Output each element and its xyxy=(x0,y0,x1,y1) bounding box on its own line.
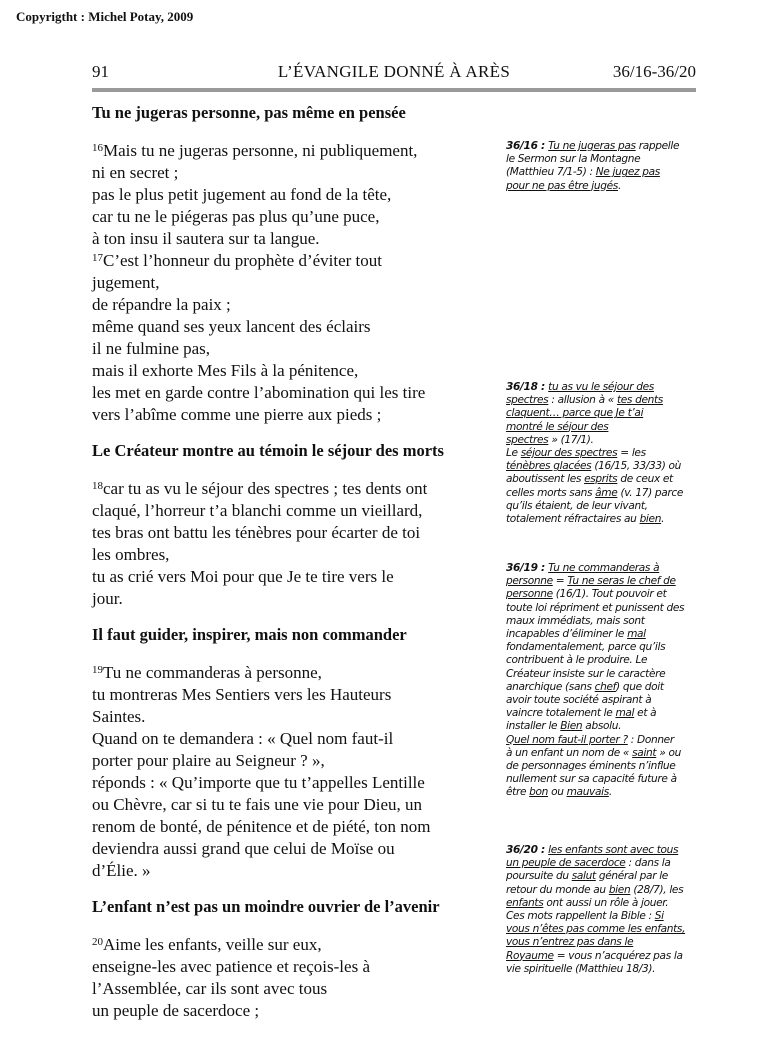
verse-line: Saintes. xyxy=(92,707,146,726)
note-line xyxy=(506,884,704,897)
verse-line: l’Assemblée, car ils sont avec tous xyxy=(92,979,328,998)
verse-line: deviendra aussi grand que celui de Moïse ou xyxy=(92,839,395,858)
verse-line: de répandre la paix ; xyxy=(92,295,231,314)
section-2 xyxy=(92,440,496,610)
note-text: : Donner xyxy=(627,733,674,746)
note-line xyxy=(506,460,704,473)
verse-line: renom de bonté, de pénitence et de piété, ton nom xyxy=(92,817,431,836)
section-heading: Il faut guider, inspirer, mais non commander xyxy=(92,625,407,644)
note-text: et à xyxy=(634,707,657,720)
note-line xyxy=(506,870,704,883)
note-line xyxy=(506,153,704,166)
note-text: ) que doit xyxy=(616,680,664,693)
note-underlined-text: spectres xyxy=(506,433,549,446)
note-text: : dans la xyxy=(625,857,671,870)
section-1 xyxy=(92,102,496,426)
page-number: 91 xyxy=(92,62,109,81)
note-text: . xyxy=(661,513,665,526)
note-underlined-text: ténèbres glacées xyxy=(506,460,592,473)
note-text: 36/20 : xyxy=(506,844,549,856)
note-line xyxy=(506,654,704,667)
note-line xyxy=(506,936,704,949)
verse-line: il ne fulmine pas, xyxy=(92,339,211,358)
note-line xyxy=(506,513,704,526)
note-underlined-text: Quel nom faut-il porter ? xyxy=(506,733,628,746)
note-underlined-text: âme xyxy=(595,486,618,499)
note-line xyxy=(506,394,704,407)
note-text: contribuent à le produire. Le xyxy=(506,654,648,667)
note-underlined-text: mauvais xyxy=(566,786,609,799)
note-line xyxy=(506,760,704,773)
note-underlined-text: tes dents xyxy=(616,394,663,407)
note-line xyxy=(506,694,704,707)
note-text: le Sermon sur la Montagne xyxy=(506,153,641,166)
margin-note-36-19 xyxy=(506,562,704,800)
note-line xyxy=(506,857,704,870)
note-line xyxy=(506,963,704,976)
verse-line: vers l’abîme comme une pierre aux pieds ; xyxy=(92,405,382,424)
note-text: maux immédiats, mais sont xyxy=(506,614,645,627)
note-line xyxy=(506,615,704,628)
note-underlined-text: montré le séjour des xyxy=(506,420,609,433)
note-underlined-text: saint xyxy=(632,746,657,759)
note-text: incapables d’éliminer le xyxy=(506,628,628,641)
note-underlined-text: Tu ne commanderas à xyxy=(548,562,660,574)
note-line xyxy=(506,434,704,447)
note-text: (16/15, 33/33) où xyxy=(591,460,682,473)
note-underlined-text: mal xyxy=(627,628,646,641)
verse-line: réponds : « Qu’importe que tu t’appelles Lentille xyxy=(92,773,425,792)
verse-number: 20 xyxy=(92,936,103,948)
note-text: (16/1). Tout pouvoir et xyxy=(552,588,667,601)
note-line xyxy=(506,707,704,720)
verse-line: les ombres, xyxy=(92,545,170,564)
note-text: (v. 17) parce xyxy=(617,486,684,499)
note-line xyxy=(506,140,704,153)
book-title: L’ÉVANGILE DONNÉ À ARÈS xyxy=(277,62,511,81)
note-text: . xyxy=(608,786,612,799)
verse-line: $^{19}$Tu ne commanderas à personne, xyxy=(92,663,322,682)
note-underlined-text: chef xyxy=(594,680,617,693)
note-underlined-text: bien xyxy=(639,513,662,526)
note-line xyxy=(506,910,704,923)
note-text: = vous n’acquérez pas la xyxy=(553,949,683,962)
note-text: de personnages éminents n’influe xyxy=(506,760,676,773)
note-line xyxy=(506,897,704,910)
note-line xyxy=(506,473,704,486)
verse-line: mais il exhorte Mes Fils à la pénitence, xyxy=(92,361,359,380)
note-text: nullement sur sa capacité future à xyxy=(506,773,677,786)
note-underlined-text: Si xyxy=(654,910,664,923)
copyright-notice: Copyrigtht : Michel Potay, 2009 xyxy=(16,9,194,24)
note-text: : allusion à « xyxy=(548,394,617,407)
note-text: qu’ils étaient, de leur vivant, xyxy=(506,499,648,512)
note-text: . xyxy=(617,179,622,192)
note-underlined-text: spectres xyxy=(506,394,549,407)
verse-reference: 36/16-36/20 xyxy=(612,62,696,81)
note-underlined-text: un peuple de sacerdoce xyxy=(506,857,626,870)
note-text: (Matthieu 7/1-5) : xyxy=(506,166,596,179)
note-text: 36/18 : xyxy=(506,381,549,393)
note-text: ont aussi un rôle à jouer. xyxy=(543,896,669,909)
note-text: de ceux et xyxy=(617,473,673,486)
note-text: 36/19 : xyxy=(506,562,549,574)
note-underlined-text: Royaume xyxy=(506,949,554,962)
verse-line: $^{17}$C’est l’honneur du prophète d’éviter tout xyxy=(92,251,383,270)
verse-line: enseigne-les avec patience et reçois-les à xyxy=(92,957,370,976)
note-line xyxy=(506,668,704,681)
note-underlined-text: séjour des spectres xyxy=(520,447,618,460)
note-underlined-text: bon xyxy=(529,786,549,799)
section-4 xyxy=(92,896,496,1022)
section-heading: L’enfant n’est pas un moindre ouvrier de l’avenir xyxy=(92,897,440,916)
note-line xyxy=(506,734,704,747)
note-text: = les xyxy=(617,447,646,460)
note-underlined-text: mal xyxy=(615,707,635,720)
verse-line: à ton insu il sautera sur ta langue. xyxy=(92,229,320,248)
note-text: à un enfant un nom de « xyxy=(506,746,633,759)
note-text: avoir toute société aspirant à xyxy=(506,694,652,707)
note-line xyxy=(506,562,704,575)
note-line xyxy=(506,720,704,733)
note-text: 36/16 : xyxy=(506,140,549,152)
note-underlined-text: vous n’êtes pas comme les enfants, xyxy=(506,923,686,936)
verse-line: ou Chèvre, car si tu te fais une vie pour Dieu, un xyxy=(92,795,422,814)
verse-line: d’Élie. » xyxy=(92,861,151,880)
note-line xyxy=(506,950,704,963)
verse-17 xyxy=(92,250,496,426)
note-line xyxy=(506,381,704,394)
verse-line: $^{16}$Mais tu ne jugeras personne, ni publiquement, xyxy=(92,141,418,160)
verse-line: les met en garde contre l’abomination qui les tire xyxy=(92,383,426,402)
note-line xyxy=(506,575,704,588)
note-line xyxy=(506,166,704,179)
note-underlined-text: tu as vu le séjour des xyxy=(548,381,654,393)
note-text: toute loi répriment et punissent des xyxy=(506,601,685,614)
verse-number: 17 xyxy=(92,252,103,264)
verse-18 xyxy=(92,478,496,610)
page-header xyxy=(92,62,696,86)
note-underlined-text: Bien xyxy=(560,720,583,733)
margin-note-36-16 xyxy=(506,140,704,193)
note-line xyxy=(506,407,704,420)
note-text: (28/7), les xyxy=(630,883,684,896)
header-rule xyxy=(92,88,696,92)
note-underlined-text: Ne jugez pas xyxy=(595,166,660,179)
verse-line: même quand ses yeux lancent des éclairs xyxy=(92,317,371,336)
note-line xyxy=(506,681,704,694)
note-text: vaincre totalement le xyxy=(506,707,616,720)
verse-line: $^{20}$Aime les enfants, veille sur eux, xyxy=(92,935,322,954)
note-underlined-text: personne xyxy=(506,575,553,588)
verse-number: 18 xyxy=(92,480,103,492)
note-text: être xyxy=(506,786,530,799)
margin-note-36-18 xyxy=(506,381,704,526)
note-text: vie spirituelle (Matthieu 18/3). xyxy=(506,962,656,975)
note-text: Le xyxy=(506,447,521,460)
note-underlined-text: vous n’entrez pas dans le xyxy=(506,936,634,949)
note-line xyxy=(506,602,704,615)
note-line xyxy=(506,180,704,193)
verse-line: jour. xyxy=(92,589,123,608)
note-text: retour du monde au xyxy=(506,883,609,896)
section-3 xyxy=(92,624,496,882)
section-heading: Tu ne jugeras personne, pas même en pensée xyxy=(92,103,406,122)
note-line xyxy=(506,641,704,654)
verse-line: tes bras ont battu les ténèbres pour écarter de toi xyxy=(92,523,421,542)
verse-line: claqué, l’horreur t’a blanchi comme un vieillard, xyxy=(92,501,423,520)
note-text: absolu. xyxy=(582,720,622,733)
note-underlined-text: esprits xyxy=(584,473,618,486)
note-text: installer le xyxy=(506,720,561,733)
note-line xyxy=(506,421,704,434)
verse-line: porter pour plaire au Seigneur ? », xyxy=(92,751,325,770)
note-text: aboutissent les xyxy=(506,473,585,486)
note-underlined-text: personne xyxy=(506,588,553,601)
note-underlined-text: salut xyxy=(571,870,596,883)
verse-number: 19 xyxy=(92,664,103,676)
verse-line: ni en secret ; xyxy=(92,163,179,182)
note-line xyxy=(506,447,704,460)
verse-20 xyxy=(92,934,496,1022)
verse-line: un peuple de sacerdoce ; xyxy=(92,1001,260,1020)
note-underlined-text: claquent… parce que Je t’ai xyxy=(506,407,644,420)
note-line xyxy=(506,923,704,936)
note-underlined-text: pour ne pas être jugés xyxy=(506,179,618,192)
note-text: Ces mots rappellent la Bible : xyxy=(506,910,655,923)
verse-number: 16 xyxy=(92,142,103,154)
note-text: » ou xyxy=(656,746,681,759)
note-line xyxy=(506,844,704,857)
note-text: ou xyxy=(548,786,567,799)
note-underlined-text: Tu ne jugeras pas xyxy=(548,140,636,152)
verse-16 xyxy=(92,140,496,250)
verse-19 xyxy=(92,662,496,882)
verse-line: pas le plus petit jugement au fond de la tête, xyxy=(92,185,392,204)
note-text: » (17/1). xyxy=(548,433,594,446)
verse-line: tu as crié vers Moi pour que Je te tire vers le xyxy=(92,567,394,586)
note-text: Créateur insiste sur le caractère xyxy=(506,667,666,680)
section-heading: Le Créateur montre au témoin le séjour des morts xyxy=(92,441,444,460)
note-text: celles morts sans xyxy=(506,486,596,499)
note-text: anarchique (sans xyxy=(506,680,595,693)
verse-line: tu montreras Mes Sentiers vers les Hauteurs xyxy=(92,685,392,704)
note-text: poursuite du xyxy=(506,870,572,883)
note-line xyxy=(506,500,704,513)
verse-line: jugement, xyxy=(92,273,160,292)
note-text: général par le xyxy=(595,870,668,883)
margin-note-36-20 xyxy=(506,844,704,976)
note-underlined-text: Tu ne seras le chef de xyxy=(567,575,676,588)
note-text: rappelle xyxy=(635,140,680,152)
verse-line: $^{18}$car tu as vu le séjour des spectres ; tes dents ont xyxy=(92,479,428,498)
note-line xyxy=(506,628,704,641)
note-underlined-text: les enfants sont avec tous xyxy=(548,844,679,856)
note-line xyxy=(506,786,704,799)
note-text: = xyxy=(552,575,568,588)
note-line xyxy=(506,773,704,786)
verse-line: Quand on te demandera : « Quel nom faut-il xyxy=(92,729,394,748)
note-text: totalement réfractaires au xyxy=(506,513,640,526)
main-text xyxy=(92,100,496,1022)
note-line xyxy=(506,588,704,601)
note-text: fondamentalement, parce qu’ils xyxy=(506,641,666,654)
note-underlined-text: enfants xyxy=(506,896,544,909)
verse-line: car tu ne le piégeras pas plus qu’une puce, xyxy=(92,207,380,226)
note-line xyxy=(506,747,704,760)
note-line xyxy=(506,487,704,500)
note-underlined-text: bien xyxy=(608,883,631,896)
